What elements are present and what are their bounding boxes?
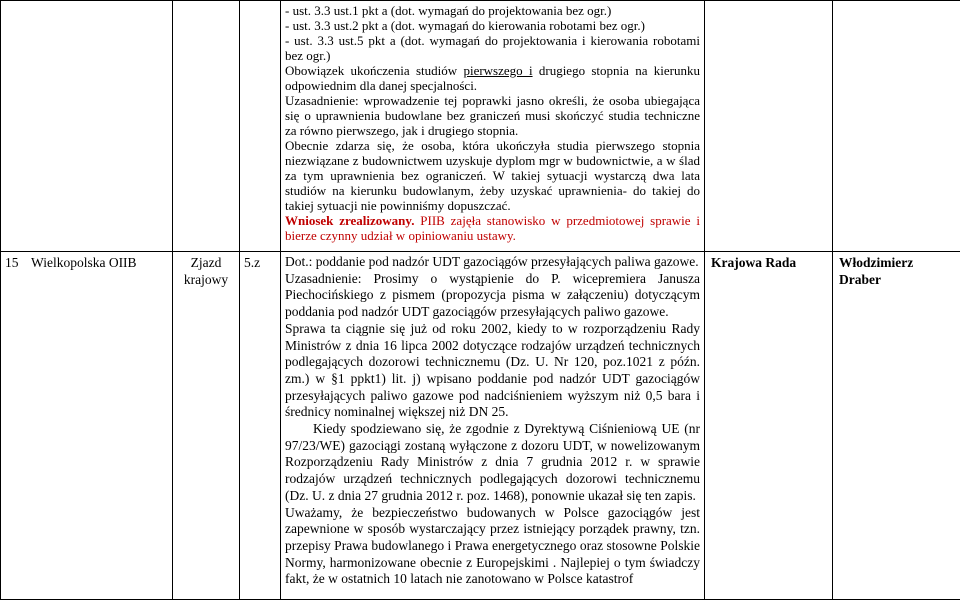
chamber-name: Wielkopolska OIIB <box>31 254 137 271</box>
cell-recipient <box>705 252 833 600</box>
cell-person <box>833 252 960 600</box>
rule-line: - ust. 3.3 ust.2 pkt a (dot. wymagań do kierowania robotami bez ogr.) <box>285 18 700 33</box>
justification-text: Uzasadnienie: wprowadzenie tej poprawki jasno określi, że osoba ubiegająca się o uprawnienia budowlane bez graniczeń musi skończyć studia techniczne za równo pierwszego, jak i drugiego stopnia. <box>285 93 700 138</box>
cell-item <box>240 252 281 600</box>
table-row <box>1 252 960 600</box>
paragraph: Uważamy, że bezpieczeństwo budowanych w Polsce gazociągów jest zapewnione w sposób wystarczający przez istniejący porządek prawny, tzn. przepisy Prawa budowlanego i Prawa energetycznego oraz stosowne Polskie Normy, harmonizowane obecnie z Europejskimi . Najlepiej o tym świadczy fakt, że w ostatnich 10 latach nie zanotowano w Polsce katastrof <box>285 505 700 589</box>
rule-line: - ust. 3.3 ust.1 pkt a (dot. wymagań do projektowania bez ogr.) <box>285 3 700 18</box>
cell-content-top <box>281 1 705 252</box>
paragraph: Sprawa ta ciągnie się już od roku 2002, kiedy to w rozporządzeniu Rady Ministrów z dnia 16 lipca 2002 dotyczące rodzajów urządzeń technicznych podlegających dozorowi technicznemu (Dz. U. Nr 120, poz.1021 z późn. zm.) w §1 ppkt1) lit. j) wpisano poddanie pod nadzór UDT gazociągów przesyłających paliwo gazowe pod nadciśnieniem wyższym niż 0,5 bara i średnicy nominalnej większej niż DN 25. <box>285 321 700 421</box>
cell-number-chamber <box>1 252 173 600</box>
cell-body <box>173 252 240 600</box>
obligation-text: Obowiązek ukończenia studiów pierwszego i drugiego stopnia na kierunku odpowiednim dla danej specjalności. <box>285 63 700 93</box>
table-row <box>1 1 960 252</box>
cell-content <box>281 252 705 600</box>
cell-number-chamber-top <box>1 1 173 252</box>
row-number: 15 <box>5 254 25 271</box>
cell-person-top <box>833 1 960 252</box>
conclusion-text: Wniosek zrealizowany. PIIB zajęła stanowisko w przedmiotowej sprawie i bierze czynny udział w opiniowaniu ustawy. <box>285 213 700 243</box>
justification-text: Uzasadnienie: Prosimy o wystąpienie do P. wicepremiera Janusza Piechocińskiego z pismem (propozycja pisma w załączeniu) dotyczącym poddania pod nadzór UDT gazociągów przesyłających paliwo gazowe. <box>285 271 700 321</box>
subject-text: Dot.: poddanie pod nadzór UDT gazociągów przesyłających paliwa gazowe. <box>285 254 700 271</box>
item-number: 5.z <box>240 252 280 273</box>
current-situation-text: Obecnie zdarza się, że osoba, która ukończyła studia pierwszego stopnia niezwiązane z budownictwem uzyskuje dyplom mgr w budownictwie, a w ślad za tym uprawnienia bez ograniczeń. W takiej sytuacji wystarczą dwa lata studiów na kierunku budowlanym, żeby uzyskać uprawnienia- do takiej do takiej sytuacji nie powinniśmy dopuszczać. <box>285 138 700 213</box>
person-name: Włodzimierz Draber <box>833 252 960 290</box>
body-name: Zjazd krajowy <box>173 252 239 290</box>
cell-item-top <box>240 1 281 252</box>
cell-recipient-top <box>705 1 833 252</box>
cell-body-top <box>173 1 240 252</box>
rule-line: - ust. 3.3 ust.5 pkt a (dot. wymagań do projektowania i kierowania robotami bez ogr.) <box>285 33 700 63</box>
recipient-name: Krajowa Rada <box>705 252 832 273</box>
paragraph: Kiedy spodziewano się, że zgodnie z Dyrektywą Ciśnieniową UE (nr 97/23/WE) gazociągi zostaną wyłączone z dozoru UDT, w nowelizowanym Rozporządzeniu Rady Ministrów z dnia 7 grudnia 2012 r. w sprawie rodzajów urządzeń technicznych podlegających dozorowi technicznemu (Dz. U. z dnia 27 grudnia 2012 r. poz. 1468), ponownie ukazał się ten zapis. <box>285 421 700 505</box>
